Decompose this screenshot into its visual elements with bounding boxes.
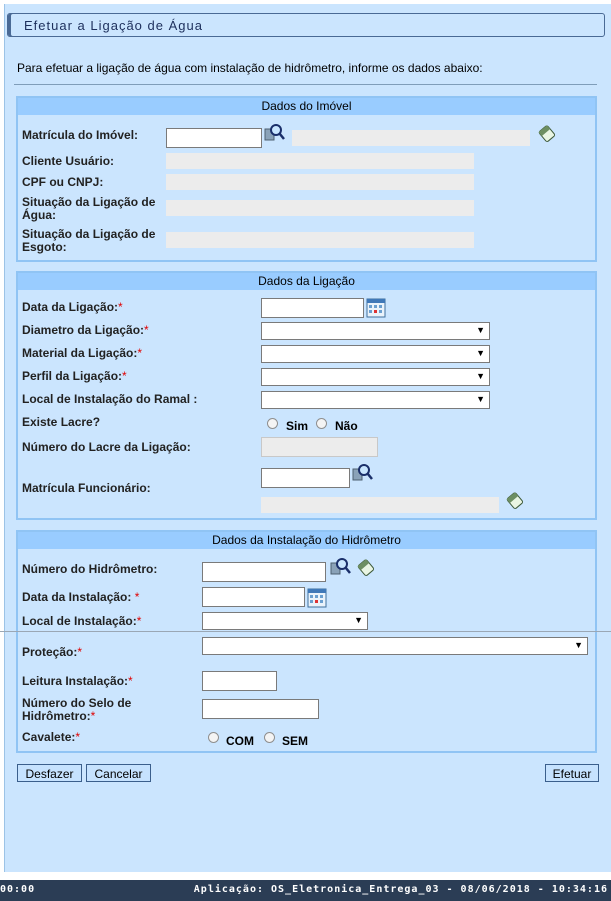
footer-application-info: Aplicação: OS_Eletronica_Entrega_03 - 08/06/2018 - 10:34:16	[193, 884, 608, 895]
cliente-usuario-field	[166, 153, 474, 169]
cpf-cnpj-field	[166, 174, 474, 190]
numero-hidrometro-label: Número do Hidrômetro:	[22, 562, 158, 576]
section-hidrometro-header: Dados da Instalação do Hidrômetro	[18, 532, 595, 549]
lacre-nao-radio[interactable]	[316, 418, 327, 429]
local-ramal-label: Local de Instalação do Ramal :	[22, 392, 198, 406]
search-hidrometro-icon[interactable]	[330, 557, 350, 577]
cavalete-label: Cavalete:*	[22, 730, 81, 744]
numero-hidrometro-input[interactable]	[202, 562, 326, 582]
numero-selo-label: Número do Selo de Hidrômetro:*	[22, 696, 132, 723]
situacao-agua-field	[166, 200, 474, 216]
perfil-ligacao-label: Perfil da Ligação:*	[22, 369, 127, 383]
data-ligacao-label: Data da Ligação:*	[22, 300, 123, 314]
search-funcionario-icon[interactable]	[352, 463, 372, 483]
cpf-cnpj-label: CPF ou CNPJ:	[22, 175, 104, 189]
protecao-label: Proteção:*	[22, 645, 83, 659]
local-instalacao-select[interactable]	[202, 612, 368, 630]
cancelar-button[interactable]: Cancelar	[86, 764, 151, 782]
data-instalacao-label: Data da Instalação: *	[22, 590, 140, 604]
material-ligacao-label: Material da Ligação:*	[22, 346, 143, 360]
numero-lacre-field	[261, 437, 378, 457]
local-ramal-select[interactable]	[261, 391, 490, 409]
page-title-bar	[7, 13, 605, 37]
situacao-esgoto-field	[166, 232, 474, 248]
efetuar-button[interactable]: Efetuar	[545, 764, 599, 782]
calendar-instalacao-icon[interactable]	[307, 588, 327, 608]
matricula-funcionario-input[interactable]	[261, 468, 350, 488]
intro-text: Para efetuar a ligação de água com instalação de hidrômetro, informe os dados abaixo:	[17, 61, 483, 75]
matricula-imovel-label: Matrícula do Imóvel:	[22, 128, 139, 142]
matricula-funcionario-label: Matrícula Funcionário:	[22, 481, 151, 495]
funcionario-name-field	[261, 497, 499, 513]
protecao-select[interactable]	[202, 637, 588, 655]
imovel-description-field	[292, 130, 530, 146]
diametro-ligacao-select[interactable]	[261, 322, 490, 340]
cavalete-sem-label: SEM	[282, 734, 309, 748]
eraser-hidrometro-icon[interactable]	[356, 557, 376, 577]
divider	[14, 84, 597, 85]
page-title: Efetuar a Ligação de Água	[24, 18, 203, 33]
situacao-esgoto-label: Situação da Ligação de Esgoto:	[22, 227, 156, 254]
lacre-sim-label: Sim	[286, 419, 309, 433]
cavalete-com-radio[interactable]	[208, 732, 219, 743]
leitura-instalacao-label: Leitura Instalação:*	[22, 674, 133, 688]
existe-lacre-label: Existe Lacre?	[22, 415, 101, 429]
render-seam	[0, 631, 611, 632]
search-imovel-icon[interactable]	[264, 123, 284, 143]
footer-time: 00:00	[0, 884, 36, 895]
status-footer	[0, 880, 611, 901]
numero-lacre-label: Número do Lacre da Ligação:	[22, 440, 191, 454]
lacre-nao-label: Não	[335, 419, 358, 433]
desfazer-button[interactable]: Desfazer	[17, 764, 82, 782]
cavalete-com-label: COM	[226, 734, 254, 748]
matricula-imovel-input[interactable]	[166, 128, 262, 148]
perfil-ligacao-select[interactable]	[261, 368, 490, 386]
calendar-icon[interactable]	[366, 298, 386, 318]
leitura-instalacao-input[interactable]	[202, 671, 277, 691]
material-ligacao-select[interactable]	[261, 345, 490, 363]
eraser-funcionario-icon[interactable]	[505, 490, 525, 510]
eraser-imovel-icon[interactable]	[537, 123, 557, 143]
section-imovel-header: Dados do Imóvel	[18, 98, 595, 115]
numero-selo-input[interactable]	[202, 699, 319, 719]
section-ligacao-header: Dados da Ligação	[18, 273, 595, 290]
local-instalacao-label: Local de Instalação:*	[22, 614, 142, 628]
data-instalacao-input[interactable]	[202, 587, 305, 607]
situacao-agua-label: Situação da Ligação de Água:	[22, 195, 156, 222]
data-ligacao-input[interactable]	[261, 298, 364, 318]
lacre-sim-radio[interactable]	[267, 418, 278, 429]
diametro-ligacao-label: Diametro da Ligação:*	[22, 323, 149, 337]
cliente-usuario-label: Cliente Usuário:	[22, 154, 115, 168]
cavalete-sem-radio[interactable]	[264, 732, 275, 743]
